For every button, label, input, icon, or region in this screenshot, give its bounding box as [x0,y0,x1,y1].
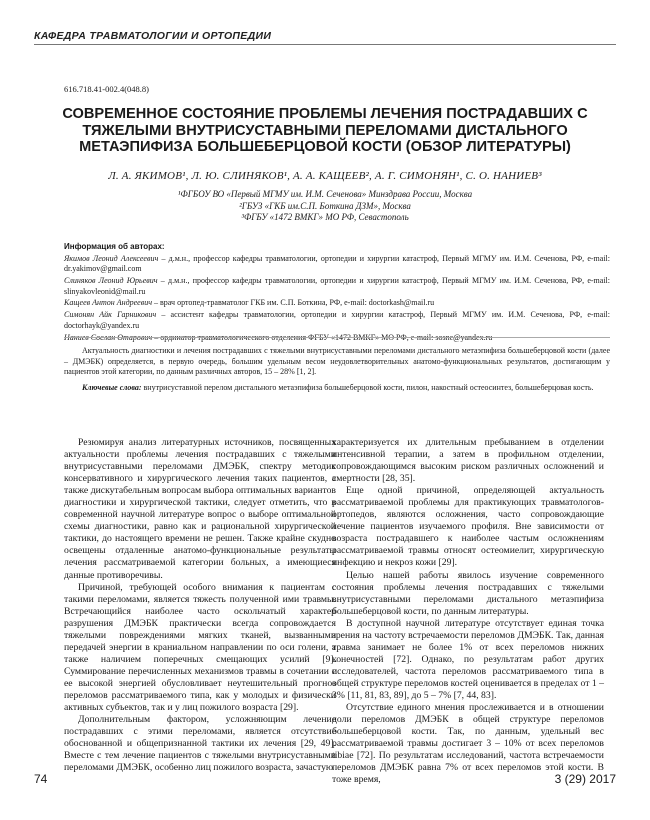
author-info-entry [64,310,610,331]
article-title: СОВРЕМЕННОЕ СОСТОЯНИЕ ПРОБЛЕМЫ ЛЕЧЕНИЯ ПОСТРАДАВШИХ С ТЯЖЕЛЫМИ ВНУТРИСУСТАВНЫМИ ПЕРЕЛОМАМИ ДИСТАЛЬНОГО МЕТАЭПИФИЗА БОЛЬШЕБЕРЦОВОЙ КОСТИ (ОБЗОР ЛИТЕРАТУРЫ) [62,106,588,155]
udc-code: 616.718.41-002.4(048.8) [64,84,149,94]
body-column-right [332,437,604,786]
paragraph: Отсутствие единого мнения прослеживается и в отношении доли переломов ДМЭБК в общей структуре переломов большеберцовой кости. Так, по данным, удельный вес рассматриваемой травмы достигает 3 – 10% от всех переломов tibiae [72]. По результатам исследований, частота встречаемости переломов ДМЭБК равна 7% от всех переломов этой кости. В тоже время, [332,702,604,786]
author-details: – ординатор травматологического отделения ФГБУ «1472 ВМКГ» МО РФ, e-mail: sosne@yandex.ru [152,332,493,342]
divider [64,337,610,338]
paragraph: В доступной научной литературе отсутствует единая точка зрения на частоту встречаемости переломов ДМЭБК. Так, данная травма занимает не более 1% от всех переломов нижних конечностей [72]. Однако, по результатам работ других исследователей, частота переломов рассматриваемого типа в общей структуре переломов костей оценивается в пределах от 1 – 3% [11, 81, 83, 89], до 5 – 7% [7, 44, 83]. [332,617,604,701]
author-details: – д.м.н., профессор кафедры травматологии, ортопедии и хирургии катастроф, Первый МГМУ им. И.М. Сеченова, РФ, e-mail: slinyakovleonid@mail.ru [64,275,610,296]
paragraph: Резюмируя анализ литературных источников, посвященных актуальности проблемы лечения пострадавших с тяжелыми внутрисуставными переломами ДМЭБК, спектру методик консервативного и хирургического лечения таких пациентов, а также дискутабельным вопросам выбора оптимальных вариантов диагностики и хирургической тактики, следует отметить, что в современной научной литературе вопрос о выборе оптимальной схемы диагностики, равно как и рациональной хирургической тактики, до настоящего времени не решен. Также крайне скудно освещены отдаленные анатомо-функциональные результаты лечения рассматриваемой категории больных, а имеющиеся данные противоречивы. [64,437,336,581]
author-name: Симонян Айк Гарникович [64,310,157,320]
paragraph: характеризуется их длительным пребыванием в отделении интенсивной терапии, а затем в профильном отделении, сопровождающимся высоким риском различных осложнений и смертности [28, 35]. [332,437,604,485]
abstract: Актуальность диагностики и лечения пострадавших с тяжелыми внутрисуставными переломами дистального метаэпифиза большеберцовой кости (далее – ДМЭБК) определяется, в первую очередь, большим удельным весом неудовлетворительных анатомо-функциональных результатов, достигающим у пациентов этой категории, по данным различных авторов, 15 – 28% [1, 2]. [64,346,610,377]
paragraph: Дополнительным фактором, усложняющим лечение пострадавших с этими переломами, является отсутствие обоснованной и общепризнанной тактики их лечения [29, 49]. Вместе с тем лечение пациентов с тяжелыми внутрисуставными переломами ДМЭБК, особенно лиц пожилого возраста, зачастую [64,714,336,774]
affiliation-2: ²ГБУЗ «ГКБ им.С.П. Боткина ДЗМ», Москва [239,200,411,211]
author-info-entry [64,298,610,309]
body-column-left [64,437,336,774]
paragraph: Причиной, требующей особого внимания к пациентам с такими переломами, является тяжесть полученной ими травмы. Встречающийся наиболее часто оскольчатый характер разрушения ДМЭБК практически всегда сопровождается тяжелыми повреждениями мягких тканей, вызванными передачей энергии в краниальном направлении по оси голени, а также наличием поперечных смещающих усилий [9]. Суммирование перечисленных механизмов травмы в сочетании с ее высокой энергией обусловливает неутешительный прогноз переломов рассматриваемого типа, как у молодых и физически активных субъектов, так и у лиц пожилого возраста [29]. [64,581,336,714]
author-name: Кащеев Антон Андреевич [64,298,153,308]
keywords-text: внутрисуставной перелом дистального метаэпифиза большеберцовой кости, пилон, накостный остеосинтез, большеберцовая кость. [141,383,594,392]
affiliations [40,189,610,224]
affiliation-3: ³ФГБУ «1472 ВМКГ» МО РФ, Севастополь [241,212,409,222]
author-info-entry [64,276,610,297]
issue-number: 3 (29) 2017 [554,772,616,786]
keywords [64,383,610,394]
affiliation-1: ¹ФГБОУ ВО «Первый МГМУ им. И.М. Сеченова» Минздрава России, Москва [177,189,473,199]
paragraph: Целью нашей работы явилось изучение современного состояния проблемы лечения пострадавших с тяжелыми внутрисуставными переломами дистального метаэпифиза большеберцовой кости, по данным литературы. [332,569,604,617]
header-rule [34,44,616,45]
author-info [64,242,610,344]
author-details: – д.м.н., профессор кафедры травматологии, ортопедии и хирургии катастроф, Первый МГМУ им. И.М. Сеченова, РФ, e-mail: dr.yakimov@gmail.com [64,253,610,274]
author-name: Наниев Сослан Отарович [64,332,153,342]
paragraph: Еще одной причиной, определяющей актуальность рассматриваемой проблемы для практикующих травматологов-ортопедов, являются осложнения, часто сопровождающие лечение пациентов изучаемого профиля. Вне зависимости от возраста пострадавшего к наиболее частым осложнениям рассматриваемой травмы относят остеомиелит, хирургическую инфекцию и некроз кожи [29]. [332,485,604,569]
author-info-entry [64,254,610,275]
author-details: – врач ортопед-травматолог ГКБ им. С.П. Боткина, РФ, e-mail: doctorkash@mail.ru [152,298,435,308]
keywords-label: Ключевые слова: [82,383,142,392]
author-list: Л. А. ЯКИМОВ¹, Л. Ю. СЛИНЯКОВ¹, А. А. КАЩЕЕВ², А. Г. СИМОНЯН¹, С. О. НАНИЕВ³ [108,170,542,182]
author-name: Слиняков Леонид Юрьевич [64,275,158,285]
running-header: КАФЕДРА ТРАВМАТОЛОГИИ И ОРТОПЕДИИ [34,30,272,42]
page-number: 74 [34,772,48,786]
author-details: – ассистент кафедры травматологии, ортопедии и хирургии катастроф, Первый МГМУ им. И.М. Сеченова, РФ, e-mail: doctorhayk@yandex.ru [64,310,610,330]
author-info-heading: Информация об авторах: [64,242,165,251]
author-name: Якимов Леонид Алексеевич [64,253,159,263]
